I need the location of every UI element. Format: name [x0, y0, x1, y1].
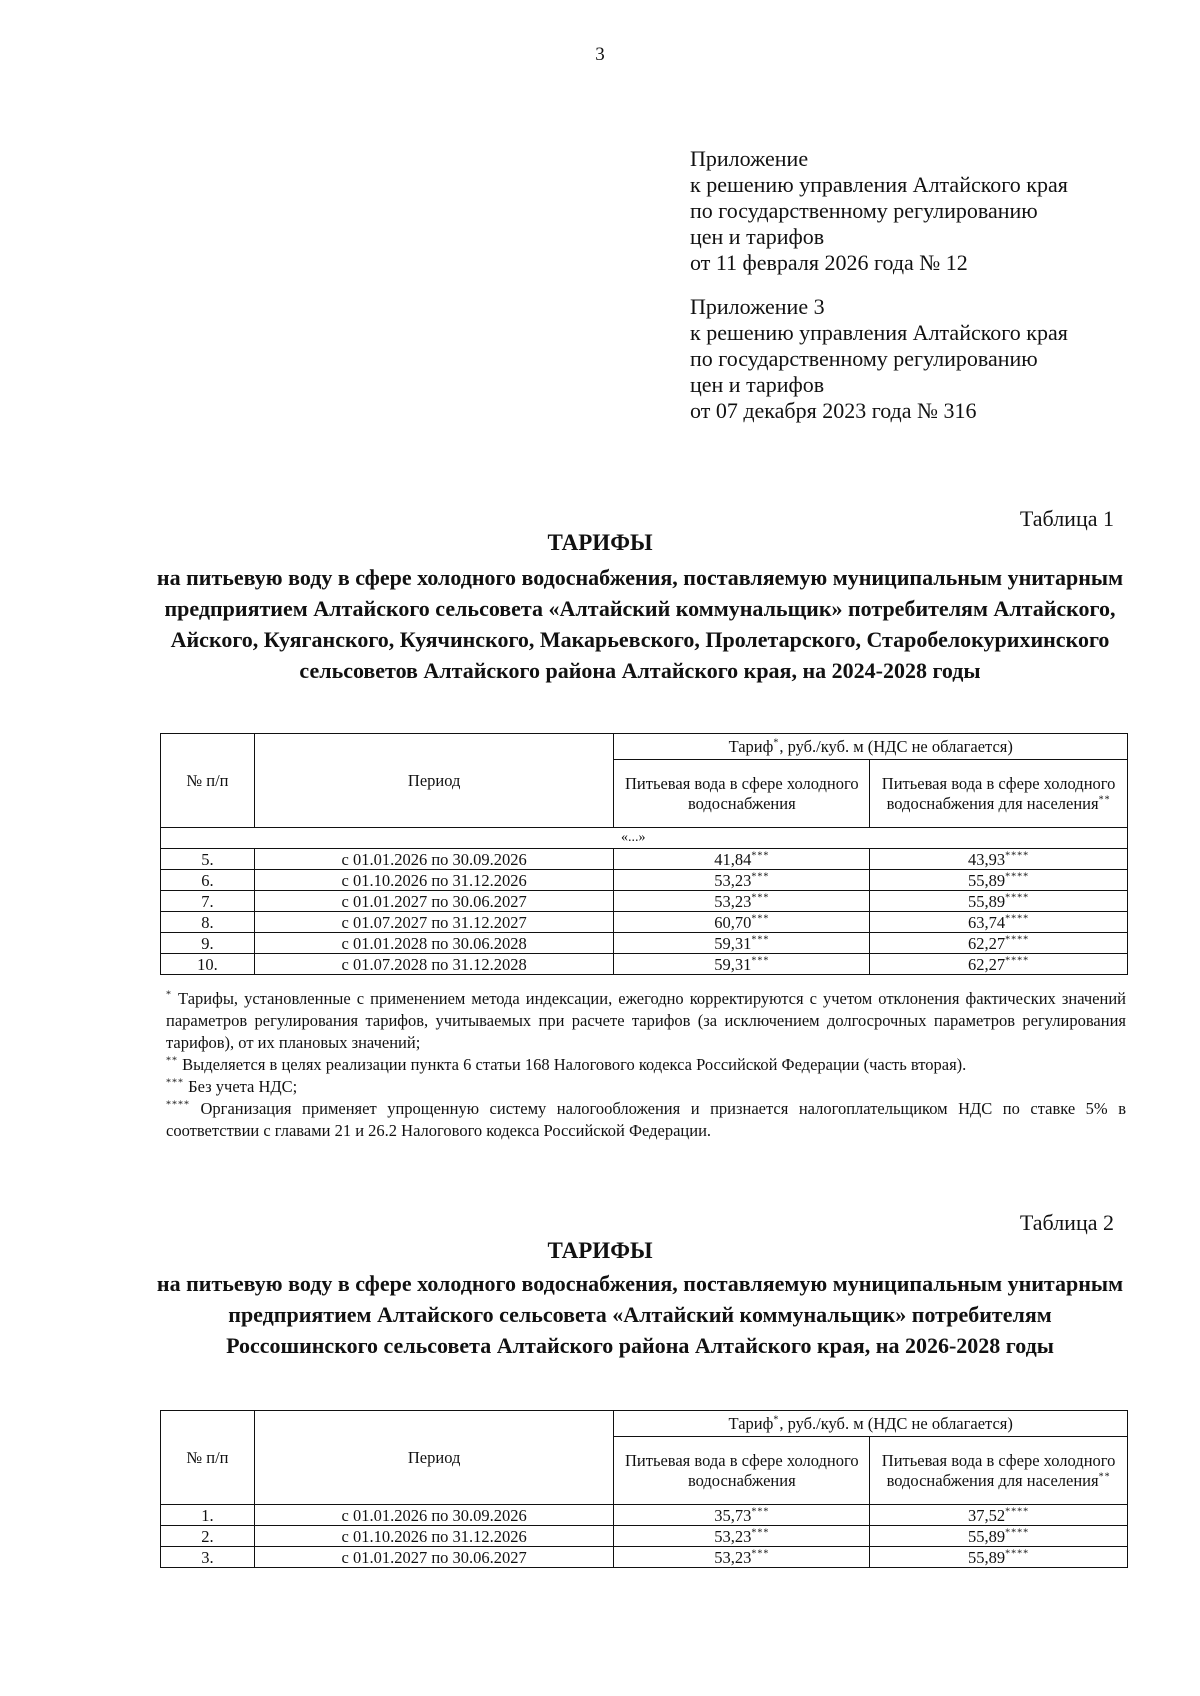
footnote: ** Выделяется в целях реализации пункта 6 статьи 168 Налогового кодекса Российской Федерации (часть вторая).: [166, 1055, 967, 1074]
row-value-a: 41,84***: [614, 849, 870, 870]
table-row: [161, 933, 1128, 954]
row-value-a: 60,70***: [614, 912, 870, 933]
row-period: с 01.01.2027 по 30.06.2027: [254, 1547, 614, 1568]
row-value-b: 62,27****: [870, 954, 1128, 975]
ellipsis-row: «...»: [161, 828, 1128, 849]
tariff-table-1: [160, 733, 1128, 975]
row-num: 10.: [161, 954, 255, 975]
appendix-1-block: [690, 146, 1170, 276]
appendix-line: к решению управления Алтайского края: [690, 172, 1068, 197]
table-2-title: ТАРИФЫ: [547, 1238, 653, 1263]
table-1-label: Таблица 1: [1019, 506, 1114, 531]
appendix-line: по государственному регулированию: [690, 346, 1038, 371]
header-tariff: Тариф*, руб./куб. м (НДС не облагается): [614, 1411, 1128, 1437]
row-value-a: 53,23***: [614, 891, 870, 912]
row-num: 5.: [161, 849, 255, 870]
row-value-b: 62,27****: [870, 933, 1128, 954]
row-value-b: 43,93****: [870, 849, 1128, 870]
header-period: Период: [254, 734, 614, 828]
appendix-line: по государственному регулированию: [690, 198, 1038, 223]
appendix-line: от 07 декабря 2023 года № 316: [690, 398, 977, 423]
row-period: с 01.01.2028 по 30.06.2028: [254, 933, 614, 954]
page-number: 3: [595, 44, 605, 65]
row-num: 2.: [161, 1526, 255, 1547]
tariff-table-2: [160, 1410, 1128, 1568]
row-value-b: 55,89****: [870, 870, 1128, 891]
row-value-a: 35,73***: [614, 1505, 870, 1526]
row-value-a: 53,23***: [614, 870, 870, 891]
appendix-line: Приложение 3: [690, 294, 825, 319]
row-value-b: 63,74****: [870, 912, 1128, 933]
row-value-a: 59,31***: [614, 933, 870, 954]
appendix-2-block: [690, 294, 1170, 424]
header-col-a: Питьевая вода в сфере холодного водоснабжения: [614, 760, 870, 828]
table-row: [161, 891, 1128, 912]
row-num: 9.: [161, 933, 255, 954]
table-row: [161, 1505, 1128, 1526]
footnote: **** Организация применяет упрощенную систему налогообложения и признается налогоплательщиком НДС по ставке 5% в соответствии с главами 21 и 26.2 Налогового кодекса Российской Федерации.: [166, 1099, 1126, 1140]
row-value-b: 55,89****: [870, 891, 1128, 912]
row-num: 3.: [161, 1547, 255, 1568]
row-value-b: 37,52****: [870, 1505, 1128, 1526]
row-num: 8.: [161, 912, 255, 933]
header-num: № п/п: [161, 1411, 255, 1505]
row-period: с 01.10.2026 по 31.12.2026: [254, 1526, 614, 1547]
row-value-b: 55,89****: [870, 1547, 1128, 1568]
header-col-b: Питьевая вода в сфере холодного водоснабжения для населения**: [870, 1437, 1128, 1505]
row-period: с 01.01.2027 по 30.06.2027: [254, 891, 614, 912]
table-row: [161, 954, 1128, 975]
appendix-line: от 11 февраля 2026 года № 12: [690, 250, 968, 275]
table-2-label: Таблица 2: [1019, 1210, 1114, 1235]
row-period: с 01.07.2028 по 31.12.2028: [254, 954, 614, 975]
row-period: с 01.01.2026 по 30.09.2026: [254, 849, 614, 870]
table-1-title: ТАРИФЫ: [547, 530, 653, 555]
row-value-a: 59,31***: [614, 954, 870, 975]
header-col-b: Питьевая вода в сфере холодного водоснабжения для населения**: [870, 760, 1128, 828]
row-num: 1.: [161, 1505, 255, 1526]
header-col-a: Питьевая вода в сфере холодного водоснабжения: [614, 1437, 870, 1505]
row-value-b: 55,89****: [870, 1526, 1128, 1547]
row-value-a: 53,23***: [614, 1547, 870, 1568]
table-row: [161, 870, 1128, 891]
footnotes: [166, 988, 1126, 1142]
row-period: с 01.10.2026 по 31.12.2026: [254, 870, 614, 891]
footnote: *** Без учета НДС;: [166, 1077, 298, 1096]
appendix-line: цен и тарифов: [690, 372, 825, 397]
table-2-subtitle: на питьевую воду в сфере холодного водоснабжения, поставляемую муниципальным унитарным предприятием Алтайского сельсовета «Алтайский коммунальщик» потребителям Россошинского сельсовета Алтайского района Алтайского края, на 2026-2028 годы: [156, 1271, 1124, 1358]
table-row: [161, 849, 1128, 870]
row-num: 7.: [161, 891, 255, 912]
header-num: № п/п: [161, 734, 255, 828]
table-row: [161, 1547, 1128, 1568]
header-period: Период: [254, 1411, 614, 1505]
row-period: с 01.01.2026 по 30.09.2026: [254, 1505, 614, 1526]
header-tariff: Тариф*, руб./куб. м (НДС не облагается): [614, 734, 1128, 760]
row-period: с 01.07.2027 по 31.12.2027: [254, 912, 614, 933]
appendix-line: цен и тарифов: [690, 224, 825, 249]
table-1-subtitle: на питьевую воду в сфере холодного водоснабжения, поставляемую муниципальным унитарным предприятием Алтайского сельсовета «Алтайский коммунальщик» потребителям Алтайского, Айского, Куяганского, Куячинского, Макарьевского, Пролетарского, Старобелокурихинского сельсоветов Алтайского района Алтайского края, на 2024-2028 годы: [156, 565, 1124, 683]
row-num: 6.: [161, 870, 255, 891]
appendix-line: к решению управления Алтайского края: [690, 320, 1068, 345]
table-row: [161, 912, 1128, 933]
row-value-a: 53,23***: [614, 1526, 870, 1547]
table-row: [161, 1526, 1128, 1547]
footnote: * Тарифы, установленные с применением метода индексации, ежегодно корректируются с учетом отклонения фактических значений параметров регулирования тарифов, учитываемых при расчете тарифов (за исключением долгосрочных параметров регулирования тарифов), от их плановых значений;: [166, 989, 1126, 1052]
appendix-line: Приложение: [690, 146, 809, 171]
